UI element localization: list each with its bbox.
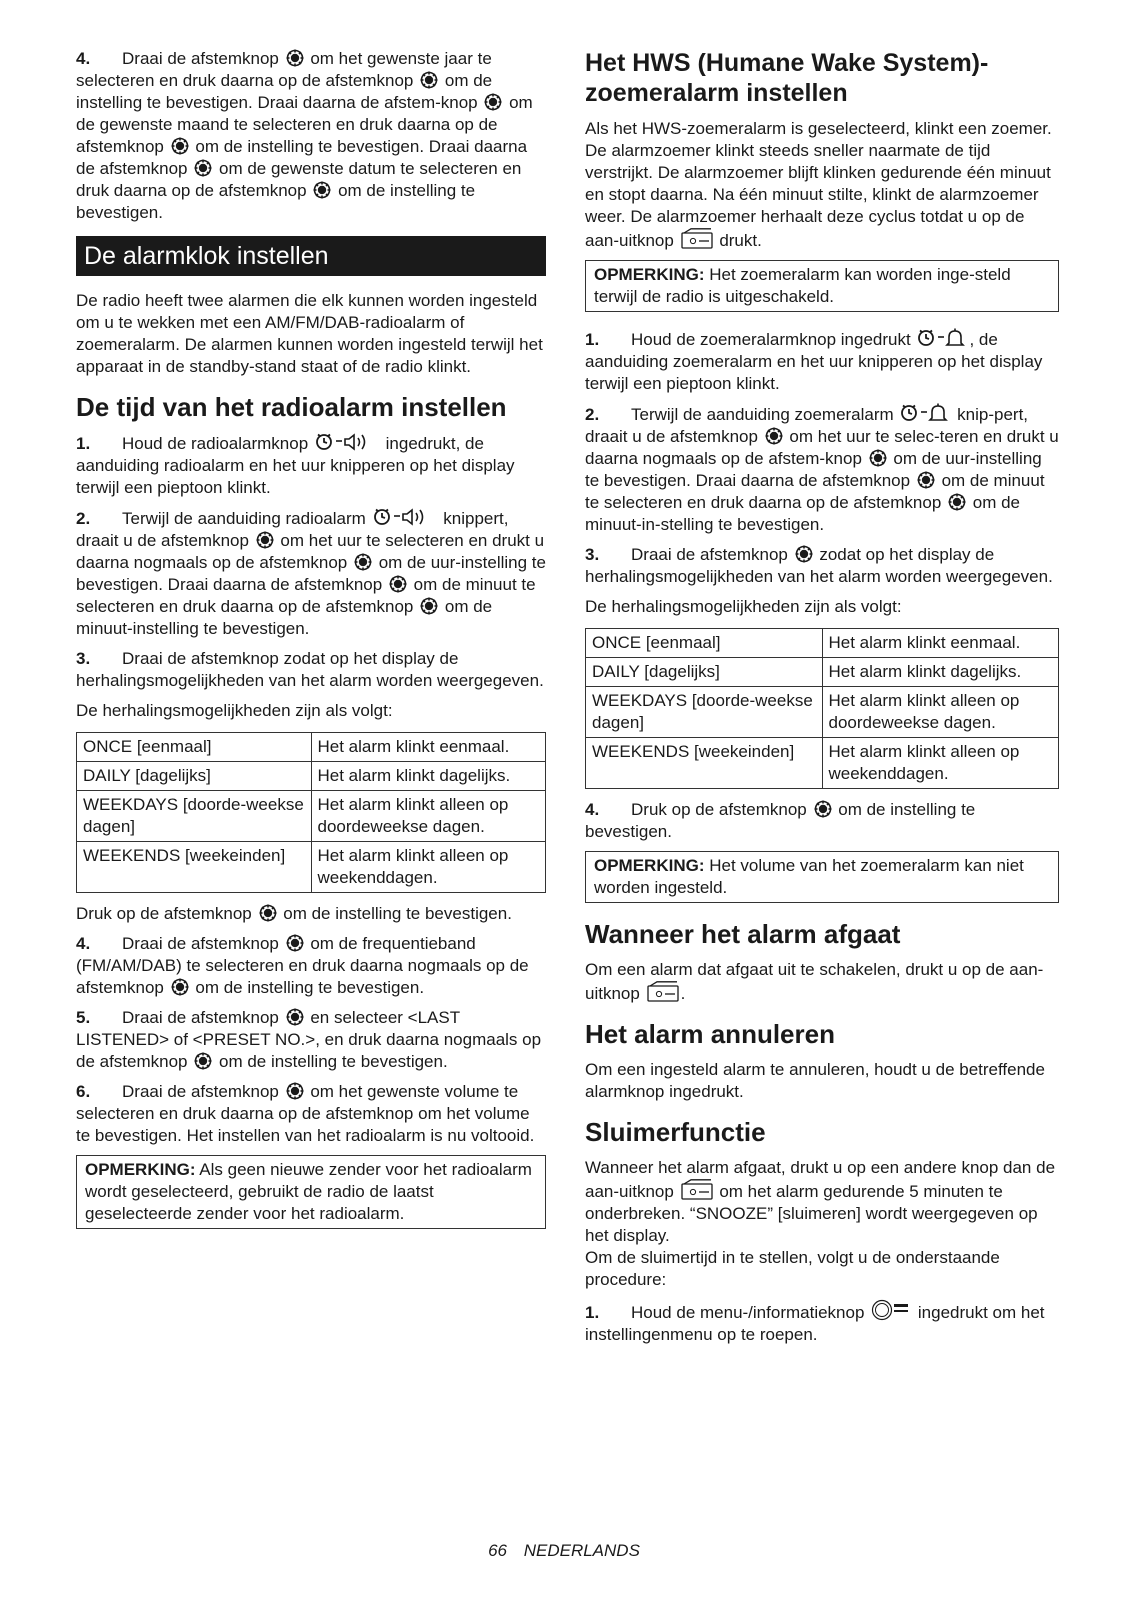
tuning-knob-icon	[420, 71, 438, 89]
repeat-intro: De herhalingsmogelijkheden zijn als volgt:	[76, 701, 393, 720]
tuning-knob-icon	[917, 471, 935, 489]
hws-description: De alarmzoemer klinkt steeds sneller naarmate de tijd verstrijkt. De alarmzoemer blijft klinken gedurende één minuut en stopt daarna. Na één minuut stilte, klinkt de alarmzoemer weer. De alarmzoemer herhaalt deze cyclus totdat u op de aan-uitknop drukt.	[585, 141, 1051, 250]
buzzer-step-1: 1. Houd de zoemeralarmknop ingedrukt , de aanduiding zoemeralarm en het uur knipperen op het display terwijl een pieptoon klinkt.	[585, 330, 1043, 393]
radio-step-4: 4. Draai de afstemknop om de frequentieband (FM/AM/DAB) te selecteren en druk daarna nogmaals op de afstemknop om de instelling te bevestigen.	[76, 934, 529, 997]
tuning-knob-icon	[171, 978, 189, 996]
tuning-knob-icon	[484, 93, 502, 111]
note-box-buzzer-volume: OPMERKING: Het volume van het zoemeralarm kan niet worden ingesteld.	[585, 851, 1059, 903]
repeat-intro: De herhalingsmogelijkheden zijn als volgt:	[585, 597, 902, 616]
repeat-options-table	[585, 628, 1059, 789]
section-heading-radio-alarm: De tijd van het radioalarm instellen	[76, 392, 507, 422]
radio-step-1: 1. Houd de radioalarmknop ingedrukt, de aanduiding radioalarm en het uur knipperen op het display terwijl een pieptoon klinkt.	[76, 434, 515, 497]
power-button-icon	[681, 1179, 713, 1200]
step-4-date: 4. Draai de afstemknop om het gewenste jaar te selecteren en druk daarna op de afstemknop om de instelling te bevestigen. Draai daarna de afstem-knop om de gewenste maand te selecteren en druk daarna op de afstemknop om de instelling te bevestigen. Draai daarna de afstemknop om de gewenste datum te selecteren en druk daarna op de afstemknop om de instelling te bevestigen.	[76, 49, 533, 222]
tuning-knob-icon	[171, 137, 189, 155]
radio-step-3: 3. Draai de afstemknop zodat op het display de herhalingsmogelijkheden van het alarm worden weergegeven.	[76, 649, 544, 690]
table-row: WEEKDAYS [doorde-weekse dagen] Het alarm klinkt alleen op doordeweekse dagen.	[586, 687, 1059, 738]
buzzer-step-3: 3. Draai de afstemknop zodat op het display de herhalingsmogelijkheden van het alarm worden weergegeven.	[585, 545, 1053, 586]
tuning-knob-icon	[194, 1052, 212, 1070]
tuning-knob-icon	[256, 531, 274, 549]
tuning-knob-icon	[286, 934, 304, 952]
radio-alarm-icon	[373, 507, 437, 527]
tuning-knob-icon	[259, 904, 277, 922]
snooze-step-1: 1. Houd de menu-/informatieknop ingedrukt om het instellingenmenu op te roepen.	[585, 1299, 1059, 1346]
section-heading-snooze: Sluimerfunctie	[585, 1117, 766, 1147]
tuning-knob-icon	[765, 427, 783, 445]
table-row: WEEKENDS [weekeinden] Het alarm klinkt alleen op weekenddagen.	[586, 738, 1059, 789]
tuning-knob-icon	[313, 181, 331, 199]
right-column	[585, 48, 1059, 1354]
buzzer-alarm-icon	[917, 328, 967, 348]
radio-alarm-icon	[315, 432, 379, 452]
buzzer-step-2: 2. Terwijl de aanduiding zoemeralarm knip-pert, draait u de afstemknop om het uur te selec-teren en drukt u daarna nogmaals op de afstem-knop om de uur-instelling te bevestigen. Draai daarna de afstemknop om de minuut te selecteren en druk daarna op de afstemknop om de minuut-in-stelling te bevestigen.	[585, 405, 1059, 534]
footer-language: NEDERLANDS	[523, 1541, 640, 1560]
tuning-knob-icon	[194, 159, 212, 177]
tuning-knob-icon	[795, 545, 813, 563]
buzzer-alarm-icon	[900, 403, 950, 423]
snooze-text: Wanneer het alarm afgaat, drukt u op een andere knop dan de aan-uitknop om het alarm gedurende 5 minuten te onderbreken. “SNOOZE” [sluimeren] wordt weergegeven op het display.	[585, 1158, 1056, 1245]
power-button-icon	[681, 228, 713, 249]
tuning-knob-icon	[869, 449, 887, 467]
tuning-knob-icon	[286, 1008, 304, 1026]
table-row: ONCE [eenmaal] Het alarm klinkt eenmaal.	[77, 733, 546, 762]
confirm-text: Druk op de afstemknop om de instelling te bevestigen.	[76, 904, 512, 923]
radio-step-5: 5. Draai de afstemknop en selecteer <LAST LISTENED> of <PRESET NO.>, en druk daarna nogmaals op de afstemknop om de instelling te bevestigen.	[76, 1008, 542, 1071]
table-row: WEEKENDS [weekeinden] Het alarm klinkt alleen op weekenddagen.	[77, 842, 546, 893]
hws-intro: Als het HWS-zoemeralarm is geselecteerd, klinkt een zoemer.	[585, 119, 1052, 138]
cancel-text: Om een ingesteld alarm te annuleren, houdt u de betreffende alarmknop ingedrukt.	[585, 1060, 1045, 1101]
tuning-knob-icon	[286, 49, 304, 67]
snooze-procedure-intro: Om de sluimertijd in te stellen, volgt u de onderstaande procedure:	[585, 1248, 1000, 1289]
section-heading-cancel: Het alarm annuleren	[585, 1019, 835, 1049]
info-menu-icon	[871, 1299, 911, 1321]
buzzer-step-4: 4. Druk op de afstemknop om de instelling te bevestigen.	[585, 800, 976, 841]
page-number: 66	[488, 1541, 507, 1560]
tuning-knob-icon	[814, 800, 832, 818]
table-row: WEEKDAYS [doorde-weekse dagen] Het alarm klinkt alleen op doordeweekse dagen.	[77, 791, 546, 842]
alarm-off-text: Om een alarm dat afgaat uit te schakelen, drukt u op de aan-uitknop .	[585, 960, 1044, 1003]
repeat-options-table	[76, 732, 546, 893]
tuning-knob-icon	[354, 553, 372, 571]
tuning-knob-icon	[420, 597, 438, 615]
tuning-knob-icon	[389, 575, 407, 593]
table-row: DAILY [dagelijks] Het alarm klinkt dagelijks.	[586, 658, 1059, 687]
tuning-knob-icon	[286, 1082, 304, 1100]
left-column	[76, 48, 546, 1245]
alarm-intro: De radio heeft twee alarmen die elk kunnen worden ingesteld om u te wekken met een AM/FM/DAB-radioalarm of zoemeralarm. De alarmen kunnen worden ingesteld terwijl het apparaat in de standby-stand staat of de radio klinkt.	[76, 291, 543, 376]
radio-step-2: 2. Terwijl de aanduiding radioalarm knippert, draait u de afstemknop om het uur te selecteren en drukt u daarna nogmaals op de afstemknop om de uur-instelling te bevestigen. Draai daarna de afstemknop om de minuut te selecteren en druk daarna op de afstemknop om de minuut-instelling te bevestigen.	[76, 509, 546, 638]
note-box-buzzer-off: OPMERKING: Het zoemeralarm kan worden inge-steld terwijl de radio is uitgeschakeld.	[585, 260, 1059, 312]
section-heading-alarm-clock: De alarmklok instellen	[76, 236, 546, 276]
power-button-icon	[647, 981, 679, 1002]
radio-step-6: 6. Draai de afstemknop om het gewenste volume te selecteren en druk daarna op de afstemknop om het volume te bevestigen. Het instellen van het radioalarm is nu voltooid.	[76, 1082, 535, 1145]
section-heading-alarm-off: Wanneer het alarm afgaat	[585, 919, 901, 949]
note-box-radio: OPMERKING: Als geen nieuwe zender voor het radioalarm wordt geselecteerd, gebruikt de radio de laatst geselecteerde zender voor het radioalarm.	[76, 1155, 546, 1229]
table-row: DAILY [dagelijks] Het alarm klinkt dagelijks.	[77, 762, 546, 791]
tuning-knob-icon	[948, 493, 966, 511]
page-footer	[0, 1540, 1128, 1562]
section-heading-hws: Het HWS (Humane Wake System)-zoemeralarm instellen	[585, 49, 989, 107]
table-row: ONCE [eenmaal] Het alarm klinkt eenmaal.	[586, 629, 1059, 658]
